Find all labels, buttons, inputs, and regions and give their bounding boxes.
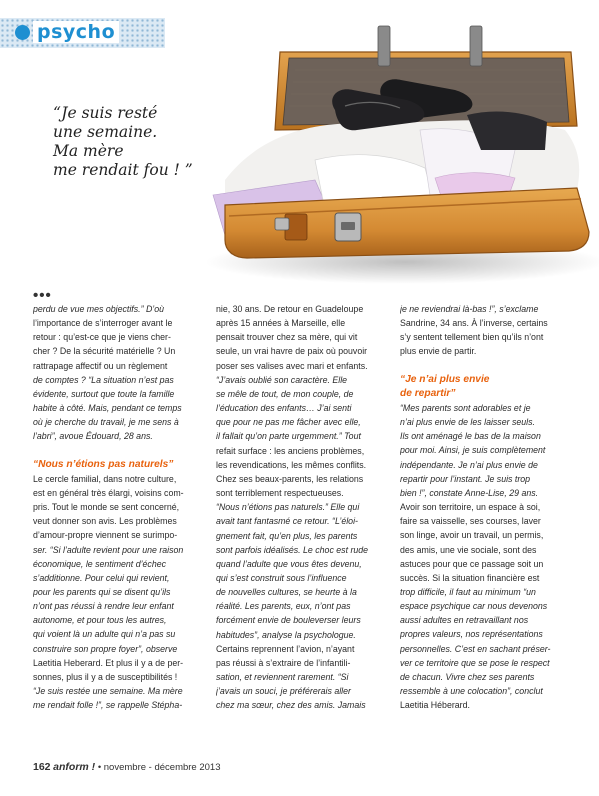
text-line: me rendait folle !”, se rappelle Stépha- — [33, 700, 183, 711]
text-line: perdu de vue mes objectifs.” D’où — [33, 304, 165, 314]
text-line: qui voient là un adulte qui n’a pas su — [33, 629, 176, 640]
text-line: s’additionne. Pour celui qui revient, — [33, 572, 170, 583]
text-line: succès. Si la situation financière est — [400, 572, 540, 583]
text-line: des amis, une vie sociale, sont des — [400, 544, 537, 555]
text-line: Sandrine, 34 ans. À l’inverse, certains — [400, 318, 548, 329]
text-line: économique, le sentiment d’échec — [33, 558, 167, 569]
text-line: “J’avais oublié son caractère. Elle — [216, 374, 348, 385]
text-line: pour les parents qui se disent qu’ils — [33, 586, 171, 597]
text-line: pour moi. Ainsi, je suis complètement — [400, 445, 546, 456]
suitcase-photo — [185, 0, 599, 290]
text-line: nie, 30 ans. De retour en Guadeloupe — [216, 304, 364, 314]
text-line: sonnes, plus il y a de susceptibilités ! — [33, 671, 178, 682]
text-line: forcément envie de bouleverser leurs — [216, 615, 361, 626]
continuation-mark: ••• — [33, 287, 52, 304]
text-line: je ne reviendrai là-bas !”, s’exclame — [400, 304, 539, 314]
text-line: est en général très élargi, voisins com- — [33, 487, 184, 498]
text-line: repartir pour l’instant. Je suis trop — [400, 473, 531, 484]
text-line: Ils ont aménagé le bas de la maison — [400, 431, 541, 442]
text-line: quand l’adulte que vous êtes devenu, — [216, 558, 362, 569]
text-line: “Je suis restée une semaine. Ma mère — [33, 686, 183, 697]
section-dot-icon — [15, 25, 30, 40]
text-line: sation, et reviennent rarement. “Si — [216, 672, 349, 683]
paragraph-gap — [33, 444, 201, 458]
text-line: bien !”, constate Anne-Lise, 29 ans. — [400, 487, 539, 498]
text-line: Laetitia Heberard. Et plus il y a de per- — [33, 657, 184, 668]
text-line: les revendications, les mêmes conflits. — [216, 459, 367, 470]
text-line: de nouvelles cultures, se heurte à la — [216, 587, 357, 598]
text-line: Chez ses beaux-parents, les relations — [216, 473, 364, 484]
article-column-3 — [400, 302, 572, 712]
text-line: autonome, et pour tous les autres, — [33, 615, 167, 626]
magazine-name: anform ! — [53, 761, 96, 773]
text-line: faire sa vaisselle, ses courses, laver — [400, 516, 541, 527]
text-line: astuces pour que ce passage soit un — [400, 558, 544, 569]
text-line: habitudes”, analyse la psychologue. — [216, 629, 356, 640]
text-line: de comptes ? “La situation n’est pas — [33, 374, 174, 385]
text-line: s’y sentent tellement bien qu’ils n’ont — [400, 332, 544, 343]
text-line: l’éducation des enfants… J’ai senti — [216, 403, 352, 414]
text-line: habite à côté. Mais, pendant ce temps — [33, 403, 182, 414]
pull-quote-line: Ma mère — [53, 142, 124, 160]
text-line: seule, un vrai havre de paix où pouvoir — [216, 346, 368, 357]
text-line: sont parfois idéalisés. Le choc est rude — [216, 544, 369, 555]
text-line: propres valeurs, nos représentations — [400, 629, 543, 640]
text-line: n’ai plus envie de les laisser seuls. — [400, 417, 535, 428]
text-line: réalité. Les parents, eux, n’ont pas — [216, 601, 351, 612]
text-line: avait tant fantasmé ce retour. “L’éloi- — [216, 516, 358, 527]
text-line: Laetitia Héberard. — [400, 700, 470, 711]
text-line: pensait trouver chez sa mère, qui vit — [216, 332, 358, 343]
text-line: retour : qu’est-ce que je viens cher- — [33, 332, 171, 343]
text-line: ressemble à une colocation”, conclut — [400, 686, 543, 697]
text-line: refait surface : les anciens problèmes, — [216, 445, 365, 456]
text-line: plus envie de partir. — [400, 346, 477, 357]
pull-quote-line: me rendait fou ! ” — [53, 161, 193, 179]
text-line: l’abri”, avoue Édouard, 28 ans. — [33, 431, 153, 442]
text-line: après 15 années à Marseille, elle — [216, 318, 346, 329]
text-line: j’avais un souci, je préférerais aller — [216, 686, 351, 697]
text-line: évidente, surtout que toute la famille — [33, 388, 175, 399]
text-line: aussi adultes en retravaillant nos — [400, 615, 529, 626]
text-line: construire son propre foyer”, observe — [33, 643, 178, 654]
text-line: Avoir son territoire, un espace à soi, — [400, 502, 541, 513]
text-line: personnelles. C’est en sachant préser- — [400, 643, 551, 654]
text-line: Certains reprennent l’avion, n’ayant — [216, 643, 355, 654]
section-heading: “Je n’ai plus envie — [400, 373, 490, 385]
text-line: sont terriblement respectueuses. — [216, 488, 344, 499]
text-line: que pour ne pas me fâcher avec elle, — [216, 417, 361, 428]
text-line: d’amour-propre viennent se surimpo- — [33, 530, 178, 541]
text-line: se mêle de tout, de mon couple, de — [216, 388, 354, 399]
section-title: psycho — [33, 21, 119, 43]
article-column-1 — [33, 302, 201, 712]
text-line: ser. “Si l’adulte revient pour une raison — [33, 544, 184, 555]
article-column-2 — [216, 302, 384, 713]
text-line: trop difficile, il faut au minimum “un — [400, 586, 536, 597]
pull-quote-line: une semaine. — [53, 123, 158, 141]
section-header — [15, 20, 155, 44]
text-line: Le cercle familial, dans notre culture, — [33, 473, 177, 484]
section-heading: de repartir” — [400, 387, 456, 399]
issue-date: • novembre - décembre 2013 — [97, 762, 221, 773]
text-line: cher ? De la sécurité matérielle ? Un — [33, 346, 176, 357]
text-line: rattrapage affectif ou un règlement — [33, 360, 168, 371]
text-line: où je cherche du travail, je me sens à — [33, 417, 179, 428]
text-line: chez ma sœur, chez des amis. Jamais — [216, 700, 366, 711]
text-line: “Mes parents sont adorables et je — [400, 402, 531, 413]
text-line: indépendante. Je n’ai plus envie de — [400, 459, 538, 470]
text-line: n’ont pas réussi à rendre leur enfant — [33, 601, 174, 612]
text-line: pas réussi à s’extraire de l’infantili- — [216, 657, 351, 668]
text-line: poser ses valises avec mari et enfants. — [216, 360, 368, 371]
page-number: 162 — [33, 761, 51, 773]
text-line: veut donner son avis. Les problèmes — [33, 516, 177, 527]
text-line: espace psychique car nous devenons — [400, 601, 548, 612]
text-line: gnement fait, qu’en plus, les parents — [216, 530, 358, 541]
text-line: il fallait qu’on parte urgemment.” Tout — [216, 431, 361, 442]
text-line: “Nous n’étions pas naturels.” Elle qui — [216, 502, 360, 513]
text-line: son linge, avoir un travail, un permis, — [400, 530, 544, 541]
pull-quote-line: “Je suis resté — [53, 104, 158, 122]
text-line: ver ce territoire que se pose le respect — [400, 657, 550, 668]
text-line: l’importance de s’interroger avant le — [33, 318, 173, 329]
section-heading: “Nous n’étions pas naturels” — [33, 458, 174, 470]
pull-quote — [53, 104, 203, 180]
text-line: pris. Tout le monde se sent concerné, — [33, 502, 180, 513]
text-line: qui s’est construit sous l’influence — [216, 572, 347, 583]
paragraph-gap — [400, 359, 572, 373]
text-line: de chacun. Vivre chez ses parents — [400, 671, 535, 682]
page-footer — [33, 761, 220, 773]
